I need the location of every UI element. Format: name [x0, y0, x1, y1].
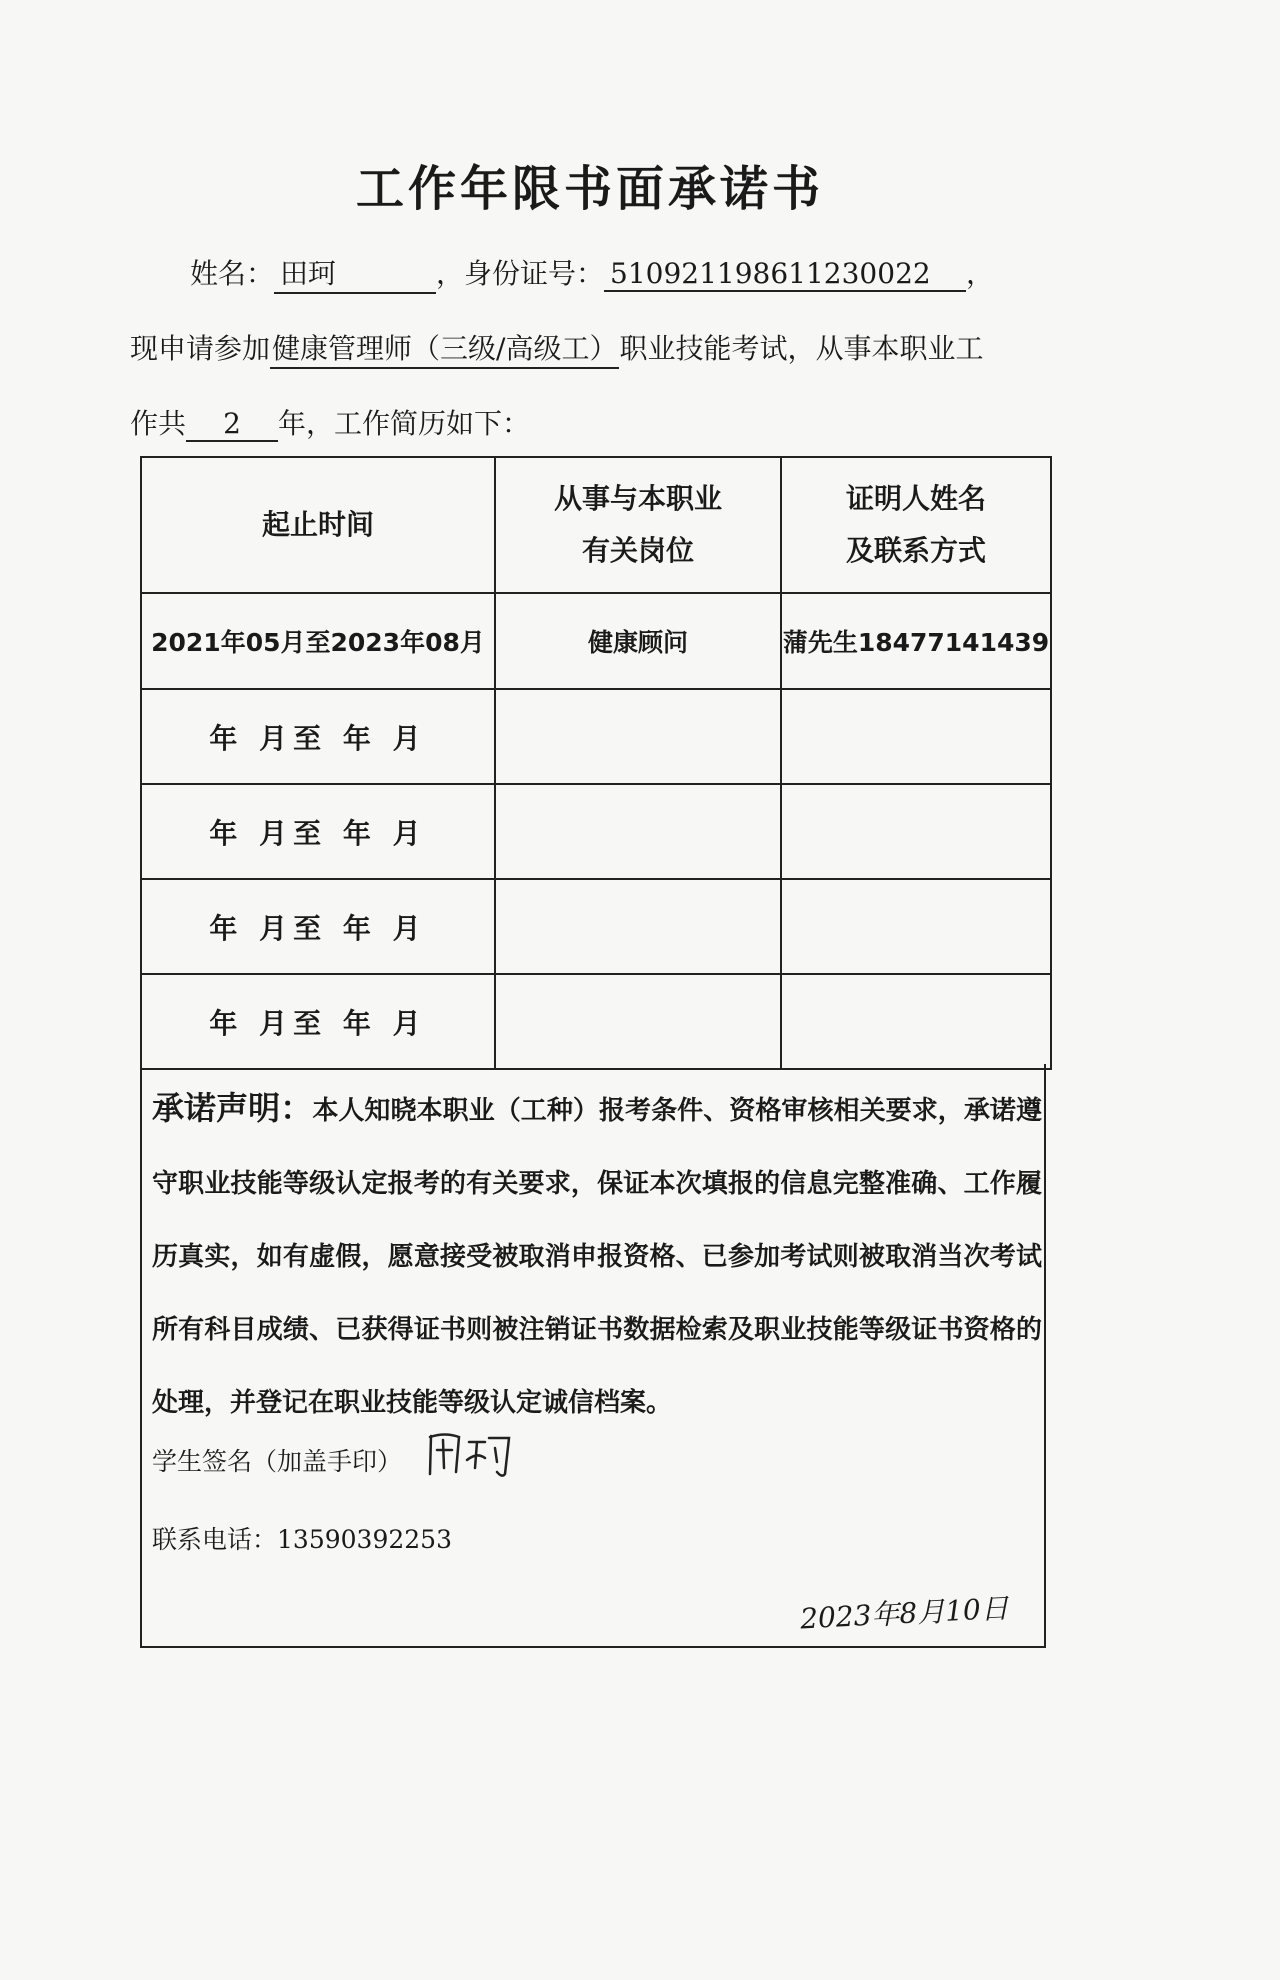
row-period: 年 月至 年 月 [141, 784, 495, 879]
name-value: 田珂 [274, 252, 436, 294]
table-row [141, 974, 1051, 1069]
row-witness [781, 784, 1051, 879]
phone-line [152, 1520, 452, 1556]
signature-line [152, 1442, 402, 1478]
apply-prefix: 现申请参加 [130, 332, 271, 365]
table-row [141, 689, 1051, 784]
apply-suffix: 职业技能考试，从事本职业工 [619, 332, 984, 365]
table-row [141, 593, 1051, 689]
name-label: 姓名： [190, 257, 275, 290]
row-position [495, 689, 781, 784]
declaration-paragraph [152, 1072, 1042, 1440]
row-period: 年 月至 年 月 [141, 689, 495, 784]
table-header-row [141, 457, 1051, 593]
years-line [130, 402, 530, 442]
row-witness: 蒲先生18477141439 [781, 593, 1051, 689]
row-position [495, 784, 781, 879]
table-row [141, 879, 1051, 974]
document-title: 工作年限书面承诺书 [355, 161, 824, 217]
id-number-value: 510921198611230022 [604, 257, 966, 292]
handwritten-date: 2023年8月10日 [799, 1591, 1010, 1636]
row-position [495, 879, 781, 974]
header-witness: 证明人姓名 及联系方式 [781, 457, 1051, 593]
row-witness [781, 974, 1051, 1069]
years-value: 2 [186, 407, 278, 442]
row-period: 年 月至 年 月 [141, 879, 495, 974]
table-row [141, 784, 1051, 879]
row-position [495, 974, 781, 1069]
row-position: 健康顾问 [495, 593, 781, 689]
signature-label: 学生签名（加盖手印） [152, 1447, 403, 1476]
row-witness [781, 689, 1051, 784]
occupation-value: 健康管理师（三级/高级工） [270, 327, 619, 369]
work-history-table [140, 456, 1052, 1070]
name-id-line [190, 252, 994, 294]
phone-value: 13590392253 [277, 1525, 452, 1554]
id-label: ，身份证号： [436, 257, 605, 290]
row-period: 年 月至 年 月 [141, 974, 495, 1069]
header-period: 起止时间 [141, 457, 495, 593]
years-suffix: 年，工作简历如下： [278, 407, 531, 440]
declaration-heading: 承诺声明： [152, 1089, 313, 1127]
declaration-text: 本人知晓本职业（工种）报考条件、资格审核相关要求，承诺遵守职业技能等级认定报考的有关要求，保证本次填报的信息完整准确、工作履历真实，如有虚假，愿意接受被取消申报资格、已参加考试则被取消当次考试所有科目成绩、已获得证书则被注销证书数据检索及职业技能等级证书资格的处理，并登记在职业技能等级认定诚信档案。 [152, 1096, 1042, 1418]
row-witness [781, 879, 1051, 974]
years-prefix: 作共 [130, 407, 187, 440]
id-suffix: ， [966, 257, 995, 290]
header-position: 从事与本职业 有关岗位 [495, 457, 781, 593]
apply-line [130, 327, 983, 369]
phone-label: 联系电话： [152, 1525, 278, 1554]
row-period: 2021年05月至2023年08月 [141, 593, 495, 689]
handwritten-signature [425, 1428, 515, 1484]
